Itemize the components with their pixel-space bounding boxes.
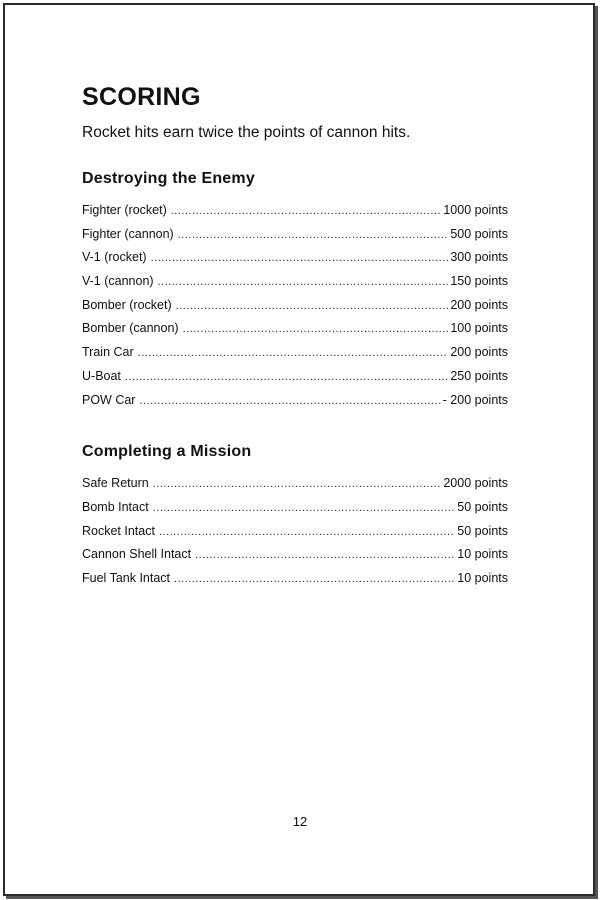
dot-leader	[125, 366, 448, 389]
score-label: Fighter (cannon)	[82, 226, 174, 241]
intro-text: Rocket hits earn twice the points of cannon hits.	[82, 124, 411, 141]
score-row	[82, 496, 508, 520]
score-value: 10 points	[457, 547, 508, 562]
score-value: 150 points	[450, 274, 508, 289]
score-row	[82, 567, 508, 591]
score-label: Bomber (cannon)	[82, 321, 179, 336]
dot-leader	[176, 295, 449, 318]
score-row	[82, 294, 508, 318]
dot-leader	[171, 200, 442, 223]
score-label: Train Car	[82, 345, 134, 360]
score-label: V-1 (rocket)	[82, 250, 147, 265]
score-row	[82, 223, 508, 247]
dot-leader	[178, 224, 449, 247]
score-value: 200 points	[450, 345, 508, 360]
score-label: Bomb Intact	[82, 499, 149, 514]
dot-leader	[151, 247, 449, 270]
score-value: 10 points	[457, 570, 508, 585]
page-content	[82, 80, 508, 591]
score-label: U-Boat	[82, 368, 121, 383]
score-value: 50 points	[457, 523, 508, 538]
dot-leader	[158, 271, 449, 294]
destroying-enemy-list	[82, 199, 508, 412]
dot-leader	[139, 390, 440, 413]
dot-leader	[153, 473, 442, 496]
score-value: - 200 points	[442, 392, 508, 407]
section-heading-completing-mission: Completing a Mission	[82, 443, 252, 461]
section-heading-destroying-enemy: Destroying the Enemy	[82, 170, 255, 187]
dot-leader	[174, 568, 455, 591]
dot-leader	[195, 544, 455, 567]
score-row	[82, 199, 508, 223]
score-value: 200 points	[450, 297, 508, 312]
score-row	[82, 472, 508, 496]
score-value: 100 points	[450, 321, 508, 336]
score-row	[82, 365, 508, 389]
score-row	[82, 543, 508, 567]
score-label: Rocket Intact	[82, 523, 155, 538]
dot-leader	[138, 342, 449, 365]
page-number: 12	[292, 814, 308, 829]
score-value: 1000 points	[443, 203, 508, 217]
dot-leader	[153, 497, 456, 520]
score-value: 2000 points	[443, 476, 508, 491]
score-label: Safe Return	[82, 476, 149, 491]
score-value: 50 points	[457, 499, 508, 514]
dot-leader	[159, 521, 455, 544]
score-value: 500 points	[450, 226, 508, 241]
dot-leader	[183, 318, 449, 341]
score-row	[82, 317, 508, 341]
score-row	[82, 341, 508, 365]
score-label: Fuel Tank Intact	[82, 570, 171, 585]
score-value: 300 points	[450, 250, 508, 265]
score-row	[82, 520, 508, 544]
score-label: POW Car	[82, 392, 136, 407]
score-label: V-1 (cannon)	[82, 274, 154, 289]
score-row	[82, 389, 508, 413]
score-label: Fighter (rocket)	[82, 203, 167, 217]
score-label: Bomber (rocket)	[82, 297, 172, 312]
page-title: SCORING	[82, 83, 201, 111]
score-value: 250 points	[450, 368, 508, 383]
score-row	[82, 246, 508, 270]
score-row	[82, 270, 508, 294]
score-label: Cannon Shell Intact	[82, 547, 192, 562]
completing-mission-list	[82, 472, 508, 590]
